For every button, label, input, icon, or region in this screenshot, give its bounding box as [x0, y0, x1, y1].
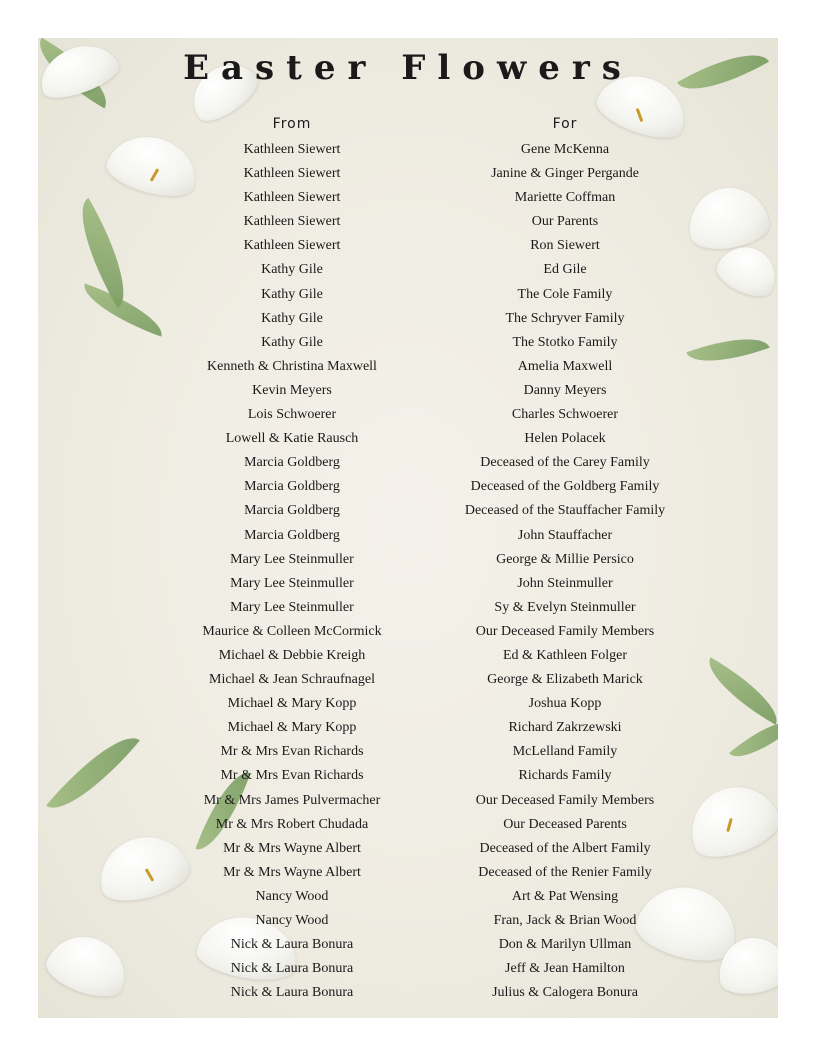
list-row [0, 596, 816, 620]
for-name: Danny Meyers [523, 382, 607, 398]
list-row [0, 933, 816, 957]
from-name: Kathy Gile [261, 334, 323, 350]
from-name: Mr & Mrs James Pulvermacher [203, 792, 381, 808]
for-name: George & Millie Persico [496, 551, 634, 567]
for-name: Julius & Calogera Bonura [492, 985, 638, 1001]
list-row [0, 740, 816, 764]
list-row [0, 620, 816, 644]
list-row [0, 355, 816, 379]
for-name: John Stauffacher [517, 527, 613, 543]
from-name: Mary Lee Steinmuller [230, 599, 354, 615]
list-row [0, 307, 816, 331]
from-name: Michael & Mary Kopp [227, 720, 357, 736]
from-name: Lois Schwoerer [247, 407, 337, 423]
from-name: Nick & Laura Bonura [230, 961, 354, 977]
from-name: Kathleen Siewert [243, 214, 341, 230]
from-name: Mr & Mrs Robert Chudada [215, 816, 369, 832]
list-row [0, 403, 816, 427]
list-row [0, 789, 816, 813]
from-name: Nick & Laura Bonura [230, 937, 354, 953]
from-name: Kathy Gile [261, 310, 323, 326]
column-header-from: From [272, 116, 312, 132]
for-name: Ed & Kathleen Folger [502, 647, 628, 663]
list-row [0, 210, 816, 234]
for-name: Richards Family [518, 768, 612, 784]
list-row [0, 957, 816, 981]
for-name: Deceased of the Stauffacher Family [464, 503, 666, 519]
for-name: Helen Polacek [524, 431, 606, 447]
for-name: Deceased of the Carey Family [480, 455, 650, 471]
from-name: Kenneth & Christina Maxwell [207, 358, 377, 374]
from-name: Marcia Goldberg [244, 503, 340, 519]
list-row [0, 451, 816, 475]
for-name: Ed Gile [543, 262, 587, 278]
list-row [0, 475, 816, 499]
from-name: Kathleen Siewert [243, 142, 341, 157]
for-name: Joshua Kopp [528, 696, 602, 712]
for-name: Don & Marilyn Ullman [498, 937, 632, 953]
from-name: Marcia Goldberg [244, 479, 340, 495]
for-name: Sy & Evelyn Steinmuller [494, 599, 636, 615]
from-name: Nancy Wood [255, 913, 329, 928]
for-name: Deceased of the Renier Family [478, 864, 652, 880]
list-row [0, 885, 816, 909]
list-row [0, 258, 816, 282]
for-name: Art & Pat Wensing [511, 888, 619, 904]
from-name: Mr & Mrs Wayne Albert [223, 864, 361, 880]
list-row [0, 499, 816, 523]
for-name: Jeff & Jean Hamilton [505, 961, 625, 977]
for-name: Fran, Jack & Brian Wood [493, 913, 637, 928]
list-row [0, 427, 816, 451]
from-name: Mr & Mrs Wayne Albert [223, 840, 361, 856]
from-name: Mary Lee Steinmuller [230, 575, 354, 591]
from-name: Marcia Goldberg [244, 455, 340, 471]
list-row [0, 981, 816, 1005]
for-name: Gene McKenna [520, 142, 610, 157]
list-row [0, 668, 816, 692]
from-name: Mr & Mrs Evan Richards [220, 768, 364, 784]
for-name: Deceased of the Goldberg Family [470, 479, 660, 495]
from-name: Kathleen Siewert [243, 190, 341, 206]
from-name: Mary Lee Steinmuller [230, 551, 354, 567]
from-name: Kathleen Siewert [243, 166, 341, 182]
list-row [0, 837, 816, 861]
for-name: Richard Zakrzewski [508, 720, 622, 736]
for-name: Our Deceased Family Members [475, 623, 655, 639]
from-name: Michael & Debbie Kreigh [218, 647, 366, 663]
list-row [0, 909, 816, 933]
from-name: Maurice & Colleen McCormick [202, 623, 382, 639]
list-row [0, 813, 816, 837]
list-row [0, 861, 816, 885]
for-name: The Cole Family [517, 286, 613, 302]
list-row [0, 548, 816, 572]
from-name: Michael & Mary Kopp [227, 696, 357, 712]
for-name: Deceased of the Albert Family [479, 840, 651, 856]
for-name: Amelia Maxwell [517, 358, 613, 374]
for-name: McLelland Family [512, 744, 618, 760]
for-name: Ron Siewert [530, 238, 600, 254]
list-row [0, 716, 816, 740]
page-title: Easter Flowers [183, 48, 633, 88]
for-name: Charles Schwoerer [511, 407, 619, 423]
from-name: Mr & Mrs Evan Richards [220, 744, 364, 760]
from-name: Kathy Gile [261, 262, 323, 278]
column-header-for: For [552, 116, 578, 132]
list-row [0, 644, 816, 668]
for-name: Our Deceased Parents [503, 816, 627, 832]
list-row [0, 379, 816, 403]
from-name: Lowell & Katie Rausch [225, 431, 359, 447]
for-name: John Steinmuller [517, 575, 613, 591]
list-row [0, 186, 816, 210]
from-name: Kevin Meyers [252, 382, 332, 398]
for-name: Mariette Coffman [514, 190, 616, 206]
for-name: The Schryver Family [505, 310, 625, 326]
from-name: Nick & Laura Bonura [230, 985, 354, 1001]
list-row [0, 692, 816, 716]
for-name: The Stotko Family [512, 334, 618, 350]
from-name: Nancy Wood [255, 888, 329, 904]
list-row [0, 138, 816, 162]
from-name: Michael & Jean Schraufnagel [209, 672, 375, 688]
for-name: Janine & Ginger Pergande [491, 166, 639, 182]
for-name: George & Elizabeth Marick [487, 672, 643, 688]
list-row [0, 572, 816, 596]
from-name: Marcia Goldberg [244, 527, 340, 543]
dedication-list [0, 138, 816, 1005]
list-row [0, 764, 816, 788]
from-name: Kathleen Siewert [243, 238, 341, 254]
from-name: Kathy Gile [261, 286, 323, 302]
list-row [0, 524, 816, 548]
list-row [0, 162, 816, 186]
for-name: Our Parents [531, 214, 599, 230]
for-name: Our Deceased Family Members [475, 792, 655, 808]
list-row [0, 234, 816, 258]
list-row [0, 283, 816, 307]
list-row [0, 331, 816, 355]
